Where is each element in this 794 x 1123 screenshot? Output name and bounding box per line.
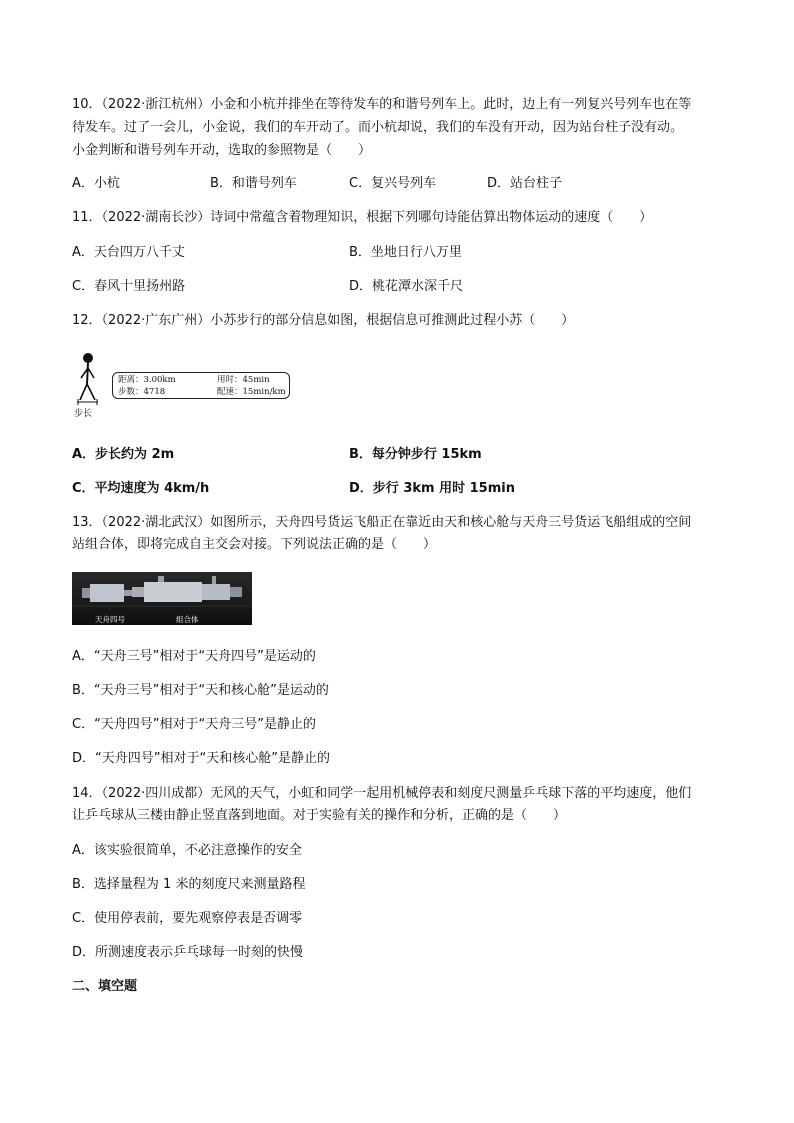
q10-option-a: A．小杭 <box>72 176 120 191</box>
q10-stem-line-2: 待发车。过了一会儿，小金说，我们的车开动了。而小杭却说，我们的车没有开动，因为站台柱子没有动。 <box>72 120 684 135</box>
q10-option-b: B．和谐号列车 <box>210 176 297 191</box>
tianzhou-4-label: 天舟四号 <box>95 615 125 624</box>
q10-stem-line-1: 10．（2022·浙江杭州）小金和小杭并排坐在等待发车的和谐号列车上。此时，边上有一列复兴号列车也在等 <box>72 97 692 112</box>
q13-stem-line-1: 13．（2022·湖北武汉）如图所示，天舟四号货运飞船正在靠近由天和核心舱与天舟三号货运飞船组成的空间 <box>72 515 692 530</box>
q12-stem: 12．（2022·广东广州）小苏步行的部分信息如图，根据信息可推测此过程小苏（ ） <box>72 313 575 328</box>
q13-option-d: D．“天舟四号”相对于“天和核心舱”是静止的 <box>72 751 330 766</box>
time-text: 用时：45min <box>217 375 270 385</box>
distance-text: 距离：3.00km <box>118 375 176 385</box>
q13-stem-line-2: 站组合体，即将完成自主交会对接。下列说法正确的是（ ） <box>72 537 437 552</box>
section-title-fill-in: 二、填空题 <box>72 979 138 994</box>
q14-option-b: B．选择量程为 1 米的刻度尺来测量路程 <box>72 877 306 892</box>
q11-stem: 11．（2022·湖南长沙）诗词中常蕴含着物理知识，根据下列哪句诗能估算出物体运动的速度（ ） <box>72 210 653 225</box>
q14-option-c: C．使用停表前，要先观察停表是否调零 <box>72 911 303 926</box>
q11-option-c: C．春风十里扬州路 <box>72 279 186 294</box>
q12-option-a: A．步长约为 2m <box>72 447 175 462</box>
q11-option-d: D．桃花潭水深千尺 <box>349 279 464 294</box>
combination-label: 组合体 <box>176 615 199 624</box>
q10-option-c: C．复兴号列车 <box>349 176 437 191</box>
q11-option-b: B．坐地日行八万里 <box>349 245 462 260</box>
q14-option-a: A．该实验很简单，不必注意操作的安全 <box>72 843 302 858</box>
q10-stem-line-3: 小金判断和谐号列车开动，选取的参照物是（ ） <box>72 143 372 158</box>
q12-option-b: B．每分钟步行 15km <box>349 447 482 462</box>
pace-text: 配速：15min/km <box>217 387 286 397</box>
walking-info-figure <box>72 350 302 422</box>
q13-option-b: B．“天舟三号”相对于“天和核心舱”是运动的 <box>72 683 329 698</box>
steps-text: 步数：4718 <box>118 387 166 397</box>
q12-option-d: D．步行 3km 用时 15min <box>349 481 515 496</box>
q13-option-c: C．“天舟四号”相对于“天舟三号”是静止的 <box>72 717 317 732</box>
step-length-label: 步长 <box>74 409 93 419</box>
q11-option-a: A．天台四万八千丈 <box>72 245 185 260</box>
q10-option-d: D．站台柱子 <box>487 176 563 191</box>
walker-icon <box>72 352 112 412</box>
q14-option-d: D．所测速度表示乒乓球每一时刻的快慢 <box>72 945 304 960</box>
walking-info-box <box>112 372 290 399</box>
q14-stem-line-1: 14．（2022·四川成都）无风的天气，小虹和同学一起用机械停表和刻度尺测量乒乓球下落的平均速度，他们 <box>72 786 692 801</box>
q12-option-c: C．平均速度为 4km/h <box>72 481 210 496</box>
q14-stem-line-2: 让乒乓球从三楼由静止竖直落到地面。对于实验有关的操作和分析，正确的是（ ） <box>72 808 567 823</box>
q13-option-a: A．“天舟三号”相对于“天舟四号”是运动的 <box>72 649 316 664</box>
spacecraft-photo <box>72 572 252 625</box>
